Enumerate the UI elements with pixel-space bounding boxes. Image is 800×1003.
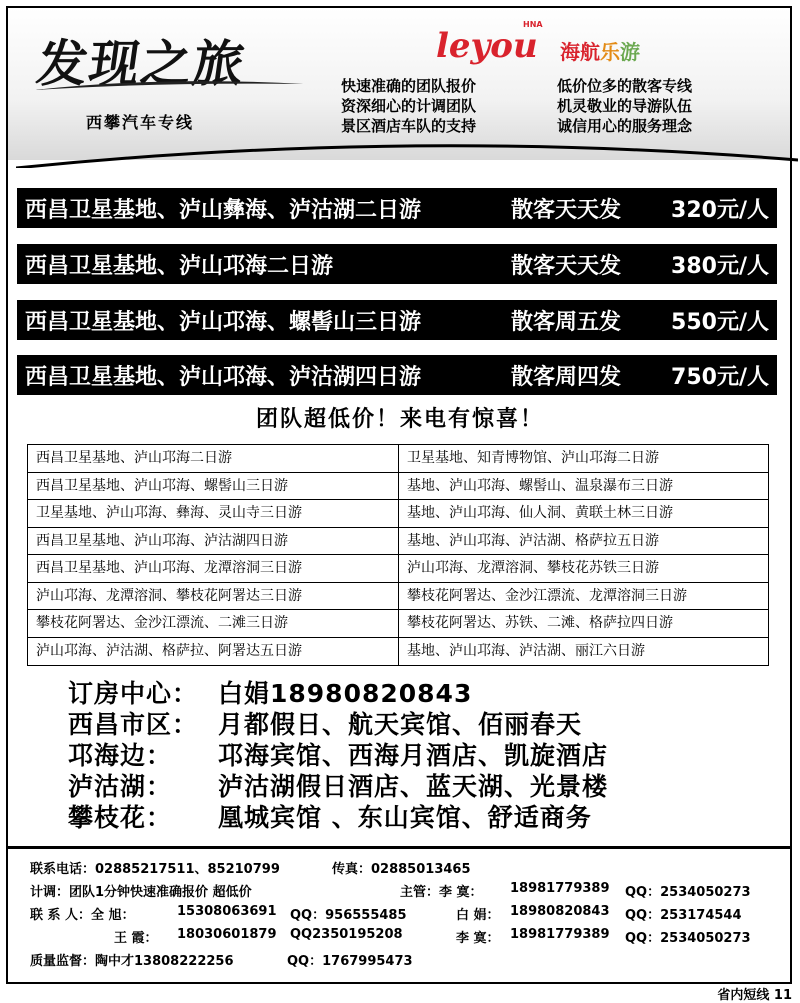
hotel-area: 订房中心： xyxy=(68,679,199,708)
route-price: 320元/人 xyxy=(671,197,769,223)
manager-label: 主管：李 寞： xyxy=(400,885,483,900)
tour-item: 卫星基地、知青博物馆、泸山邛海二日游 xyxy=(399,445,769,473)
header-divider xyxy=(16,138,798,168)
person3-qq: QQ2350195208 xyxy=(290,927,403,942)
hotel-row xyxy=(68,678,608,709)
tour-item: 泸山邛海、泸沽湖、格萨拉、阿署达五日游 xyxy=(36,642,302,659)
person2-phone: 18980820843 xyxy=(510,904,610,919)
sub-brand: 西攀汽车专线 xyxy=(86,113,195,132)
tour-item: 西昌卫星基地、泸山邛海、泸沽湖四日游 xyxy=(28,528,398,556)
person4-qq: QQ：2534050273 xyxy=(625,931,751,946)
route-bar xyxy=(17,300,777,340)
hotel-row xyxy=(68,709,608,740)
slogans xyxy=(341,76,791,136)
hotel-area: 泸沽湖： xyxy=(68,772,173,801)
route-price: 380元/人 xyxy=(671,253,769,279)
manager-qq: QQ：2534050273 xyxy=(625,885,751,900)
slogan-row: 快速准确的团队报价 低价位多的散客专线 xyxy=(341,77,693,95)
tour-item: 攀枝花阿署达、金沙江漂流、龙潭溶洞三日游 xyxy=(399,583,769,611)
route-frequency: 散客周四发 xyxy=(511,364,622,390)
tour-item: 泸山邛海、龙潭溶洞、攀枝花苏铁三日游 xyxy=(399,555,769,583)
tour-item: 基地、泸山邛海、泸沽湖、丽江六日游 xyxy=(407,642,645,659)
hotel-value: 邛海宾馆、西海月酒店、凯旋酒店 xyxy=(218,741,609,770)
tour-item: 西昌卫星基地、泸山邛海、龙潭溶洞三日游 xyxy=(28,555,398,583)
route-name: 西昌卫星基地、泸山彝海、泸沽湖二日游 xyxy=(25,197,422,223)
route-name: 西昌卫星基地、泸山邛海二日游 xyxy=(25,253,334,279)
page-label: 省内短线 11 xyxy=(717,988,792,1003)
route-bar xyxy=(17,244,777,284)
route-frequency: 散客周五发 xyxy=(511,309,622,335)
route-frequency: 散客天天发 xyxy=(511,253,622,279)
person1-phone: 15308063691 xyxy=(177,904,277,919)
brand-logo: 发现之旅 xyxy=(33,34,250,93)
tour-item: 基地、泸山邛海、螺髻山、温泉瀑布三日游 xyxy=(399,473,769,501)
promo-headline: 团队超低价！来电有惊喜！ xyxy=(255,407,544,432)
tour-item: 西昌卫星基地、泸山邛海二日游 xyxy=(28,445,398,473)
tour-item: 泸山邛海、龙潭溶洞、攀枝花阿署达三日游 xyxy=(28,583,398,611)
contact-planning: 计调：团队1分钟快速准确报价 超低价 xyxy=(30,885,252,900)
hotel-row xyxy=(68,802,608,833)
hotel-area: 攀枝花： xyxy=(68,803,173,832)
partner-tag: HNA xyxy=(523,20,543,29)
person2-qq: QQ：253174544 xyxy=(625,908,742,923)
logo-swoosh-icon xyxy=(34,78,304,92)
quality-qq: QQ：1767995473 xyxy=(287,954,413,969)
header xyxy=(8,8,790,160)
person3-phone: 18030601879 xyxy=(177,927,277,942)
contact-phone: 联系电话：02885217511、85210799 xyxy=(30,862,280,877)
hotel-value: 白娟18980820843 xyxy=(218,679,473,708)
person3-label: 王 霞： xyxy=(114,931,158,946)
tour-column-right xyxy=(399,445,769,665)
partner-logo: leyou xyxy=(436,26,538,66)
person4-label: 李 寞： xyxy=(456,931,500,946)
tour-item: 攀枝花阿署达、苏铁、二滩、格萨拉四日游 xyxy=(399,610,769,638)
slogan-row: 景区酒店车队的支持 诚信用心的服务理念 xyxy=(341,117,693,135)
route-name: 西昌卫星基地、泸山邛海、螺髻山三日游 xyxy=(25,309,422,335)
hotel-row xyxy=(68,771,608,802)
tour-item: 卫星基地、泸山邛海、彝海、灵山寺三日游 xyxy=(28,500,398,528)
hotel-area: 邛海边： xyxy=(68,741,173,770)
quality-supervisor: 质量监督：陶中才13808222256 xyxy=(30,954,234,969)
person1-label: 联 系 人：全 旭： xyxy=(30,908,135,923)
route-name: 西昌卫星基地、泸山邛海、泸沽湖四日游 xyxy=(25,364,422,390)
hotel-row xyxy=(68,740,608,771)
footer-divider xyxy=(8,846,790,849)
route-frequency: 散客天天发 xyxy=(511,197,622,223)
tour-item: 基地、泸山邛海、仙人洞、黄联土林三日游 xyxy=(399,500,769,528)
tour-item: 攀枝花阿署达、金沙江漂流、二滩三日游 xyxy=(28,610,398,638)
hotel-area: 西昌市区： xyxy=(68,710,199,739)
route-bar xyxy=(17,355,777,395)
tour-column-left xyxy=(28,445,399,665)
hotel-value: 月都假日、航天宾馆、佰丽春天 xyxy=(218,710,583,739)
hotel-value: 凰城宾馆 、东山宾馆、舒适商务 xyxy=(218,803,592,832)
tour-item: 西昌卫星基地、泸山邛海、螺髻山三日游 xyxy=(28,473,398,501)
person2-label: 白 娟： xyxy=(456,908,500,923)
route-price: 550元/人 xyxy=(671,309,769,335)
route-price: 750元/人 xyxy=(671,364,769,390)
partner-name: 海航乐游 xyxy=(560,40,640,64)
contact-fax: 传真：02885013465 xyxy=(332,862,471,877)
hotel-value: 泸沽湖假日酒店、蓝天湖、光景楼 xyxy=(218,772,609,801)
tour-item: 基地、泸山邛海、泸沽湖、格萨拉五日游 xyxy=(399,528,769,556)
person1-qq: QQ：956555485 xyxy=(290,908,407,923)
manager-phone: 18981779389 xyxy=(510,881,610,896)
person4-phone: 18981779389 xyxy=(510,927,610,942)
route-bar xyxy=(17,188,777,228)
tour-table xyxy=(27,444,769,666)
hotel-list xyxy=(68,678,608,833)
slogan-row: 资深细心的计调团队 机灵敬业的导游队伍 xyxy=(341,97,693,115)
